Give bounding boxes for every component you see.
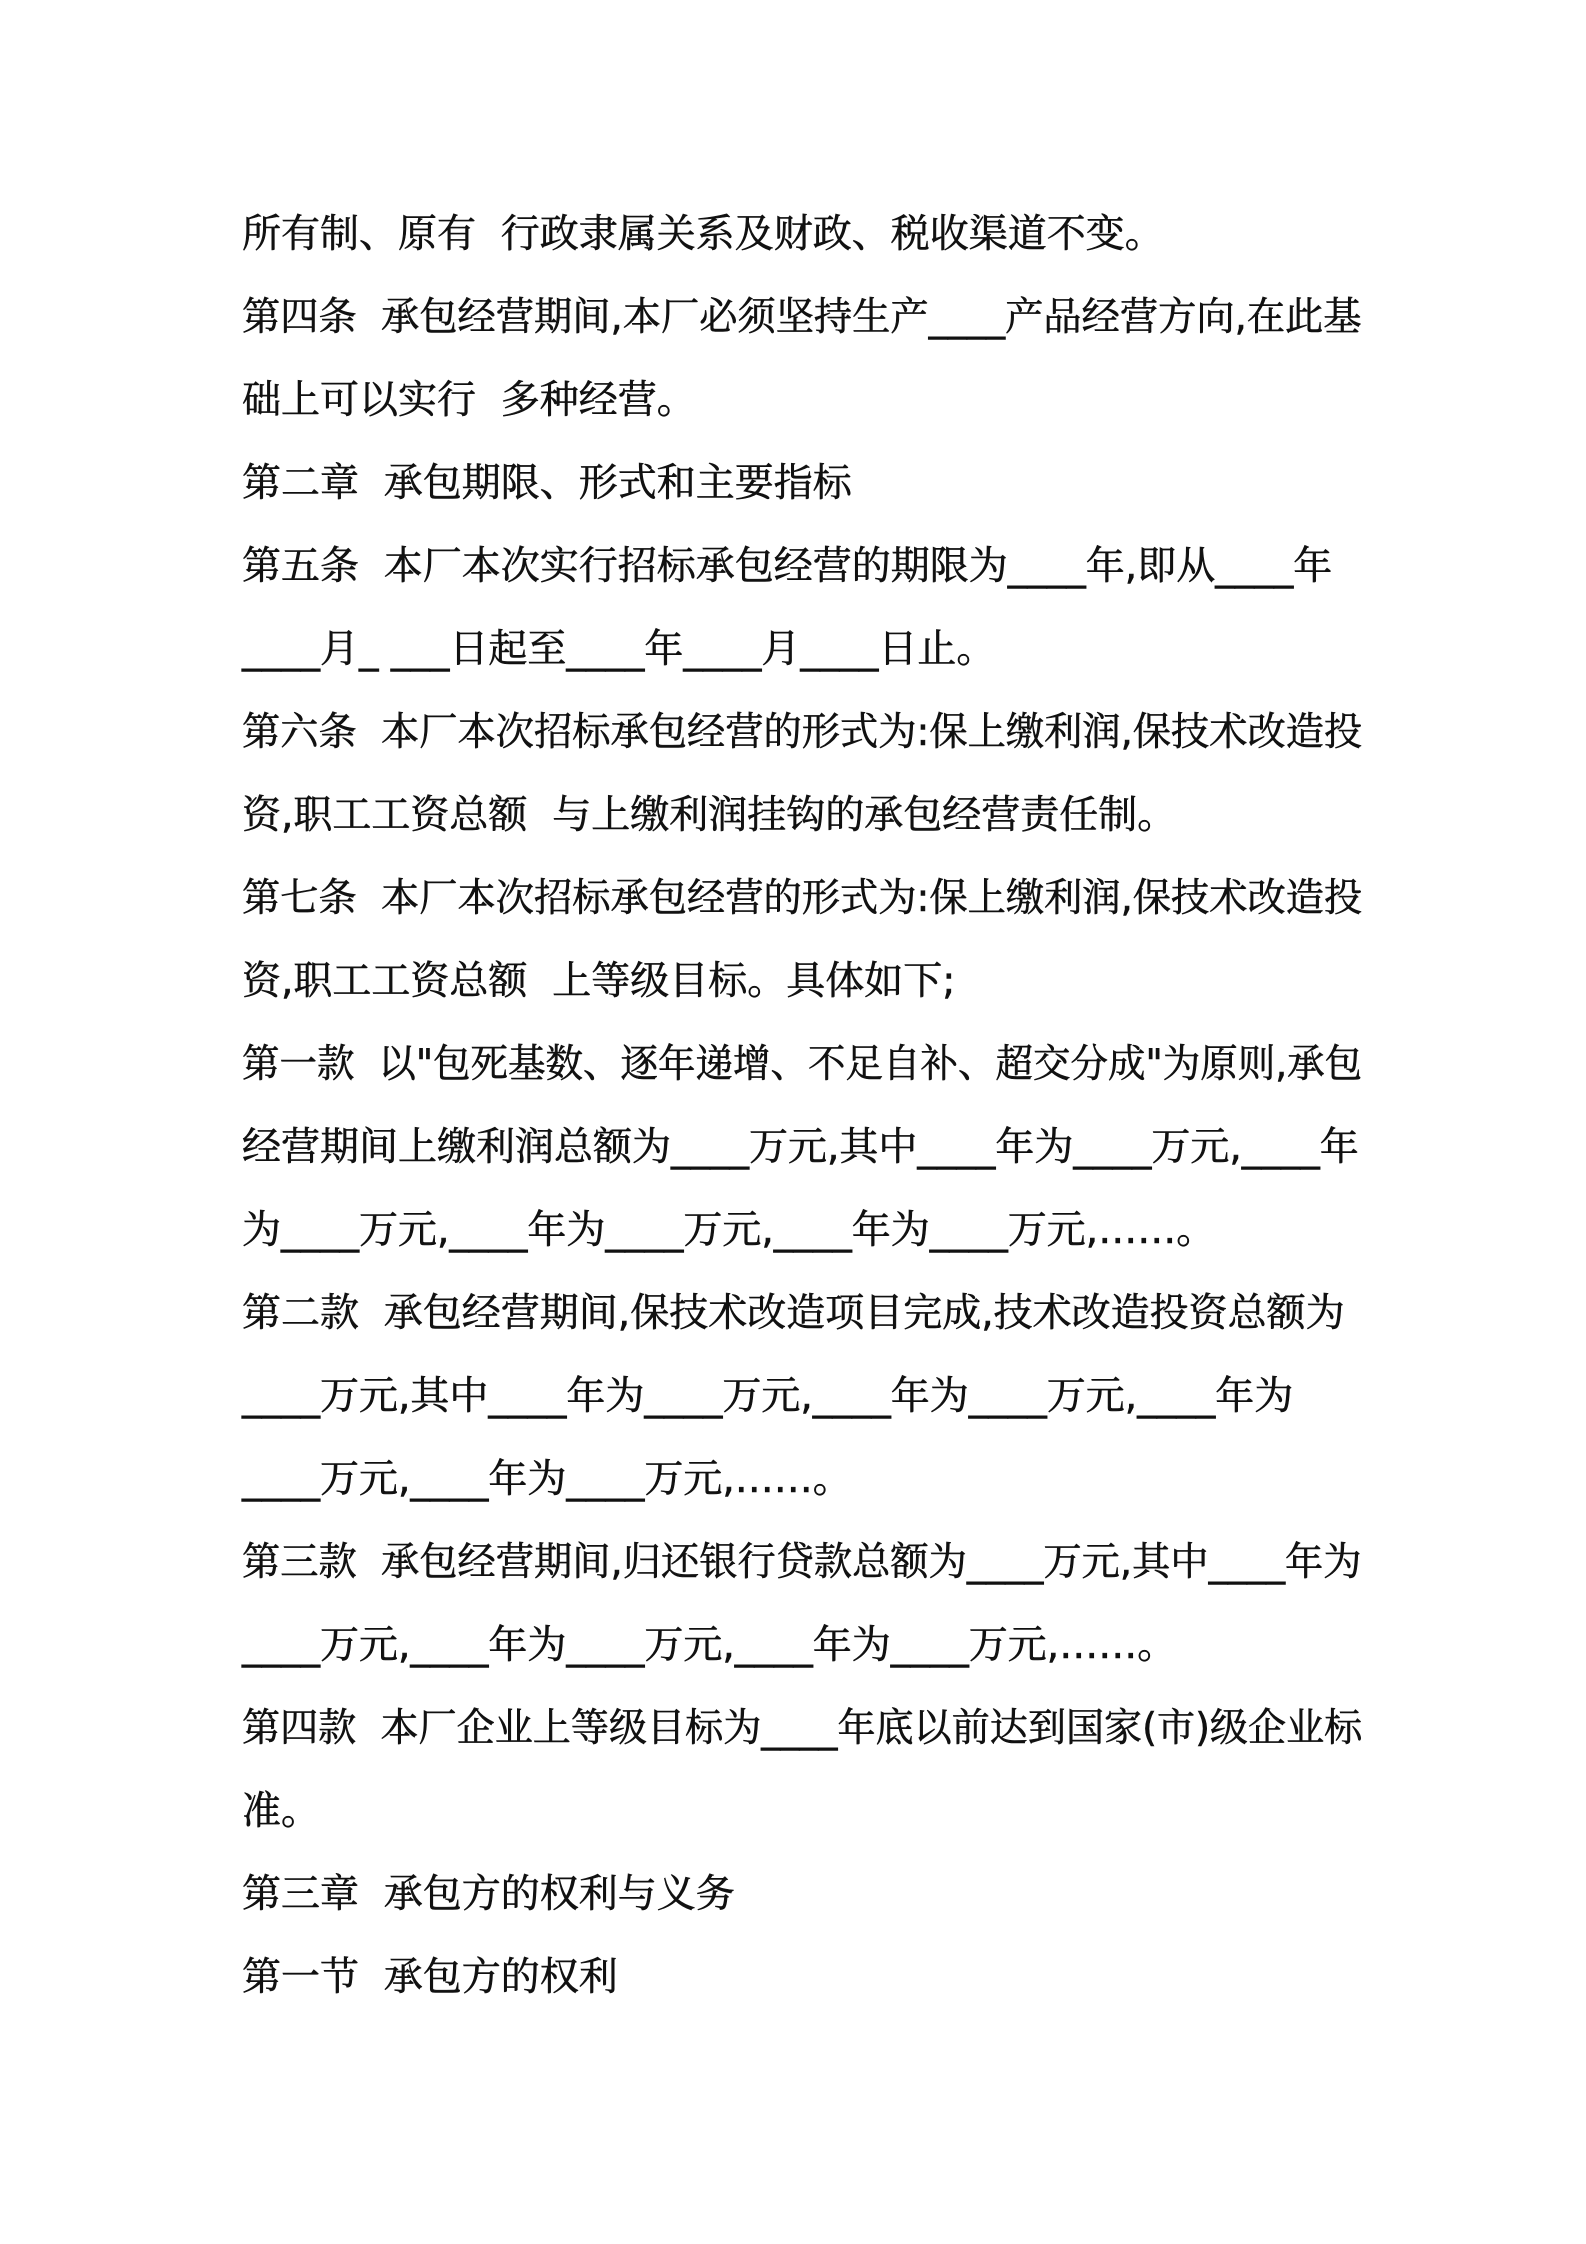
article-4-line-1: 第四条 承包经营期间,本厂必须坚持生产____产品经营方向,在此基 xyxy=(242,295,1362,340)
clause-1-line-1: 第一款 以"包死基数、逐年递增、不足自补、超交分成"为原则,承包 xyxy=(242,1042,1363,1087)
chapter-2-heading: 第二章 承包期限、形式和主要指标 xyxy=(242,461,852,506)
clause-1-line-3: 为____万元,____年为____万元,____年为____万元,……。 xyxy=(242,1208,1216,1253)
article-5-line-1: 第五条 本厂本次实行招标承包经营的期限为____年,即从____年 xyxy=(242,544,1333,589)
clause-2-line-1: 第二款 承包经营期间,保技术改造项目完成,技术改造投资总额为 xyxy=(242,1291,1345,1336)
clause-4-line-1: 第四款 本厂企业上等级目标为____年底以前达到国家(市)级企业标 xyxy=(242,1706,1363,1751)
chapter-3-heading: 第三章 承包方的权利与义务 xyxy=(242,1872,735,1917)
clause-3-line-2: ____万元,____年为____万元,____年为____万元,……。 xyxy=(242,1623,1177,1668)
article-7-line-2: 资,职工工资总额 上等级目标。具体如下; xyxy=(242,959,956,1004)
article-7-line-1: 第七条 本厂本次招标承包经营的形式为:保上缴利润,保技术改造投 xyxy=(242,876,1363,921)
article-6-line-1: 第六条 本厂本次招标承包经营的形式为:保上缴利润,保技术改造投 xyxy=(242,710,1363,755)
clause-3-line-1: 第三款 承包经营期间,归还银行贷款总额为____万元,其中____年为 xyxy=(242,1540,1362,1585)
clause-4-line-2: 准。 xyxy=(242,1789,321,1834)
clause-2-line-3: ____万元,____年为____万元,……。 xyxy=(242,1457,852,1502)
document-body xyxy=(242,193,1362,2019)
clause-1-line-2: 经营期间上缴利润总额为____万元,其中____年为____万元,____年 xyxy=(242,1125,1359,1170)
article-5-line-2: ____月_ ___日起至____年____月____日止。 xyxy=(242,627,996,672)
article-6-line-2: 资,职工工资总额 与上缴利润挂钩的承包经营责任制。 xyxy=(242,793,1177,838)
article-4-line-2: 础上可以实行 多种经营。 xyxy=(242,378,696,423)
section-1-heading: 第一节 承包方的权利 xyxy=(242,1955,618,2000)
text-line: 所有制、原有 行政隶属关系及财政、税收渠道不变。 xyxy=(242,212,1164,257)
clause-2-line-2: ____万元,其中____年为____万元,____年为____万元,____年为 xyxy=(242,1374,1294,1419)
